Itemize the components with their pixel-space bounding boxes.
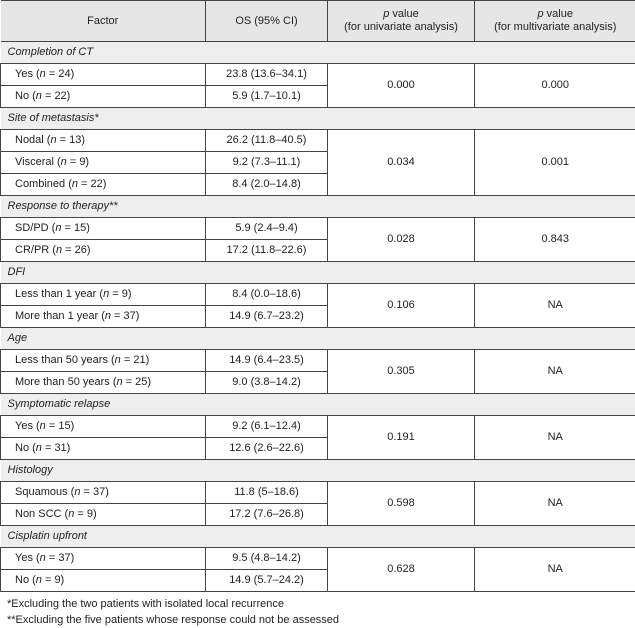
os-value: 8.4 (0.0–18.6)	[206, 284, 328, 306]
p-value-multivariate: NA	[475, 284, 635, 328]
factor-level-text: SD/PD (	[15, 222, 55, 234]
factor-level-label	[1, 548, 206, 570]
sample-size-value: = 37)	[111, 310, 139, 322]
factor-level-text: Combined (	[15, 178, 72, 190]
factor-level-label	[1, 482, 206, 504]
os-value: 14.9 (6.7–23.2)	[206, 306, 328, 328]
table-row	[1, 130, 635, 152]
p-value-multivariate: 0.001	[475, 130, 635, 196]
table-row	[1, 218, 635, 240]
sample-size-value: = 24)	[46, 68, 74, 80]
sample-size-value: = 9)	[74, 508, 96, 520]
table-row	[1, 350, 635, 372]
factor-level-text: Nodal (	[15, 134, 50, 146]
sample-size-value: = 9)	[42, 574, 64, 586]
sample-size-symbol: n	[72, 178, 78, 190]
factor-level-label	[1, 64, 206, 86]
factor-level-label	[1, 152, 206, 174]
p-value-univariate: 0.000	[328, 64, 475, 108]
p-value-multivariate: NA	[475, 416, 635, 460]
factor-level-label	[1, 174, 206, 196]
os-value: 5.9 (2.4–9.4)	[206, 218, 328, 240]
sample-size-symbol: n	[105, 310, 111, 322]
p-value-multivariate: NA	[475, 350, 635, 394]
factor-level-text: CR/PR (	[15, 244, 56, 256]
group-title: DFI	[1, 262, 635, 284]
factor-level-label	[1, 570, 206, 592]
factor-level-label	[1, 350, 206, 372]
p-value-univariate: 0.034	[328, 130, 475, 196]
sample-size-value: = 9)	[67, 156, 89, 168]
group-header-row	[1, 42, 635, 64]
group-header-row	[1, 394, 635, 416]
factor-level-label	[1, 240, 206, 262]
p-value-univariate: 0.598	[328, 482, 475, 526]
table-row	[1, 64, 635, 86]
factor-level-text: Squamous (	[15, 486, 74, 498]
sample-size-symbol: n	[74, 486, 80, 498]
group-title: Symptomatic relapse	[1, 394, 635, 416]
header-p-multivariate	[475, 1, 635, 42]
header-p-univariate-sub: (for univariate analysis)	[344, 21, 458, 33]
factor-level-text: Non SCC (	[15, 508, 68, 520]
factor-level-text: Yes (	[15, 552, 40, 564]
group-title: Cisplatin upfront	[1, 526, 635, 548]
sample-size-value: = 22)	[78, 178, 106, 190]
factor-level-text: More than 50 years (	[15, 376, 117, 388]
sample-size-symbol: n	[103, 288, 109, 300]
os-value: 26.2 (11.8–40.5)	[206, 130, 328, 152]
group-header-row	[1, 196, 635, 218]
group-title: Completion of CT	[1, 42, 635, 64]
sample-size-value: = 15)	[61, 222, 89, 234]
sample-size-value: = 21)	[121, 354, 149, 366]
sample-size-symbol: n	[68, 508, 74, 520]
table-row	[1, 284, 635, 306]
table-body	[1, 42, 635, 592]
group-title: Site of metastasis*	[1, 108, 635, 130]
factor-level-label	[1, 218, 206, 240]
header-row	[1, 1, 635, 42]
sample-size-symbol: n	[55, 222, 61, 234]
group-title: Age	[1, 328, 635, 350]
header-p-univariate-value: value	[389, 8, 418, 20]
sample-size-value: = 37)	[80, 486, 108, 498]
p-value-multivariate: 0.843	[475, 218, 635, 262]
sample-size-symbol: n	[56, 244, 62, 256]
factor-level-label	[1, 416, 206, 438]
header-factor: Factor	[1, 1, 206, 42]
factor-level-text: More than 1 year (	[15, 310, 105, 322]
p-value-multivariate: NA	[475, 482, 635, 526]
header-p-multivariate-value: value	[544, 8, 573, 20]
sample-size-symbol: n	[40, 420, 46, 432]
factor-level-label	[1, 284, 206, 306]
group-header-row	[1, 108, 635, 130]
factor-level-label	[1, 372, 206, 394]
os-value: 17.2 (7.6–26.8)	[206, 504, 328, 526]
table-row	[1, 416, 635, 438]
os-value: 14.9 (6.4–23.5)	[206, 350, 328, 372]
group-header-row	[1, 262, 635, 284]
factor-level-text: Yes (	[15, 420, 40, 432]
p-value-univariate: 0.028	[328, 218, 475, 262]
factor-level-text: No (	[15, 90, 36, 102]
os-value: 12.6 (2.6–22.6)	[206, 438, 328, 460]
group-header-row	[1, 328, 635, 350]
header-p-multivariate-p: p	[538, 8, 544, 20]
p-value-univariate: 0.305	[328, 350, 475, 394]
header-p-multivariate-sub: (for multivariate analysis)	[494, 21, 616, 33]
os-value: 8.4 (2.0–14.8)	[206, 174, 328, 196]
p-value-multivariate: NA	[475, 548, 635, 592]
footnotes	[0, 592, 635, 628]
os-value: 9.2 (7.3–11.1)	[206, 152, 328, 174]
factor-level-label	[1, 504, 206, 526]
header-p-univariate	[328, 1, 475, 42]
sample-size-symbol: n	[40, 68, 46, 80]
sample-size-symbol: n	[36, 574, 42, 586]
sample-size-symbol: n	[115, 354, 121, 366]
os-value: 11.8 (5–18.6)	[206, 482, 328, 504]
group-header-row	[1, 460, 635, 482]
factor-level-label	[1, 438, 206, 460]
factor-level-text: No (	[15, 442, 36, 454]
factor-level-text: Yes (	[15, 68, 40, 80]
factor-level-label	[1, 86, 206, 108]
sample-size-symbol: n	[36, 90, 42, 102]
os-value: 9.2 (6.1–12.4)	[206, 416, 328, 438]
sample-size-value: = 25)	[123, 376, 151, 388]
factor-level-label	[1, 306, 206, 328]
p-value-univariate: 0.106	[328, 284, 475, 328]
factor-level-text: Less than 1 year (	[15, 288, 103, 300]
sample-size-value: = 9)	[109, 288, 131, 300]
p-value-univariate: 0.191	[328, 416, 475, 460]
os-value: 17.2 (11.8–22.6)	[206, 240, 328, 262]
group-header-row	[1, 526, 635, 548]
factor-level-text: No (	[15, 574, 36, 586]
sample-size-value: = 26)	[62, 244, 90, 256]
group-title: Histology	[1, 460, 635, 482]
factor-level-text: Less than 50 years (	[15, 354, 115, 366]
factor-level-text: Visceral (	[15, 156, 61, 168]
sample-size-value: = 22)	[42, 90, 70, 102]
footnote-1: *Excluding the two patients with isolated local recurrence	[7, 596, 628, 612]
sample-size-symbol: n	[40, 552, 46, 564]
sample-size-value: = 15)	[46, 420, 74, 432]
sample-size-value: = 13)	[57, 134, 85, 146]
sample-size-symbol: n	[117, 376, 123, 388]
os-value: 14.9 (5.7–24.2)	[206, 570, 328, 592]
table-row	[1, 482, 635, 504]
os-value: 9.5 (4.8–14.2)	[206, 548, 328, 570]
sample-size-value: = 37)	[46, 552, 74, 564]
os-value: 5.9 (1.7–10.1)	[206, 86, 328, 108]
sample-size-symbol: n	[50, 134, 56, 146]
footnote-2: **Excluding the five patients whose response could not be assessed	[7, 612, 628, 628]
os-value: 9.0 (3.8–14.2)	[206, 372, 328, 394]
sample-size-symbol: n	[36, 442, 42, 454]
p-value-univariate: 0.628	[328, 548, 475, 592]
os-value: 23.8 (13.6–34.1)	[206, 64, 328, 86]
header-p-univariate-p: p	[383, 8, 389, 20]
group-title: Response to therapy**	[1, 196, 635, 218]
sample-size-value: = 31)	[42, 442, 70, 454]
table-row	[1, 548, 635, 570]
p-value-multivariate: 0.000	[475, 64, 635, 108]
sample-size-symbol: n	[61, 156, 67, 168]
header-os: OS (95% CI)	[206, 1, 328, 42]
factor-level-label	[1, 130, 206, 152]
